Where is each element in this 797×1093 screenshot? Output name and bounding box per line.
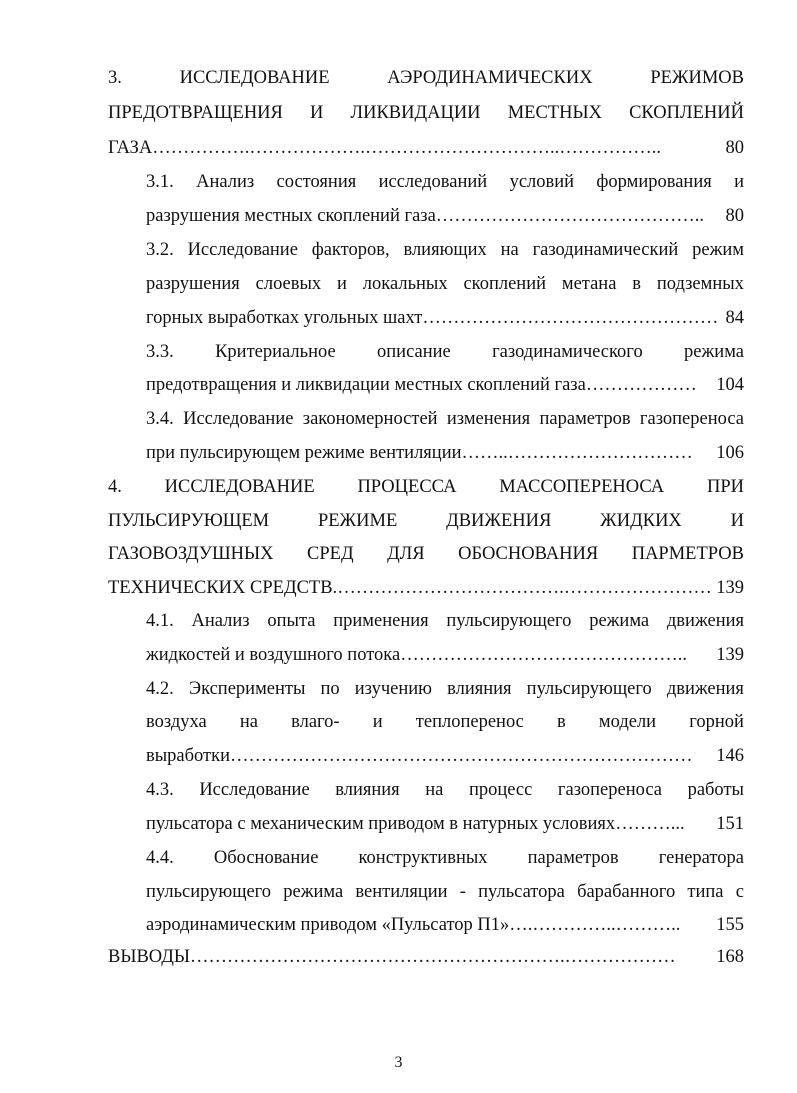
toc-entry-text: разрушения местных скоплений газа xyxy=(146,206,436,226)
toc-page-number: 106 xyxy=(716,443,744,463)
toc-word: 3. xyxy=(108,68,122,88)
toc-word: Исследование xyxy=(187,240,298,260)
toc-word: описание xyxy=(377,342,451,362)
toc-word: ГАЗОВОЗДУШНЫХ xyxy=(108,544,274,564)
toc-word: СКОПЛЕНИЙ xyxy=(629,103,744,123)
toc-word: 4.2. xyxy=(146,679,174,699)
toc-entry-text: жидкостей и воздушного потока xyxy=(146,645,401,665)
toc-word: ОБОСНОВАНИЯ xyxy=(458,544,599,564)
toc-s44-line1 xyxy=(146,846,744,870)
toc-word: ПРЕДОТВРАЩЕНИЯ xyxy=(108,103,283,123)
toc-page-number: 80 xyxy=(725,206,744,226)
toc-s41-line2 xyxy=(146,643,744,667)
toc-word: опыта xyxy=(267,611,316,631)
toc-entry-text: горных выработках угольных шахт xyxy=(146,308,423,328)
toc-leader-dots: ………... xyxy=(615,814,685,834)
toc-entry-text: предотвращения и ликвидации местных скоплений газа xyxy=(146,375,586,395)
toc-word: РЕЖИМОВ xyxy=(650,68,744,88)
toc-word: воздуха xyxy=(146,712,207,732)
toc-word: формирования xyxy=(596,172,712,192)
toc-word: режима xyxy=(589,611,650,631)
toc-word: режим xyxy=(692,240,744,260)
toc-word: Эксперименты xyxy=(188,679,306,699)
toc-s43-line1 xyxy=(146,778,744,802)
toc-word: ДВИЖЕНИЯ xyxy=(446,511,552,531)
toc-word: МЕСТНЫХ xyxy=(507,103,602,123)
toc-word: слоевых xyxy=(255,274,322,294)
toc-page-number: 139 xyxy=(716,578,744,598)
toc-word: 4.3. xyxy=(146,780,174,800)
toc-word: газопереноса xyxy=(557,780,662,800)
toc-s42-line2 xyxy=(146,710,744,734)
toc-s34-line1 xyxy=(146,407,744,431)
toc-leader-dots: ………………………………………………………………… xyxy=(230,746,693,766)
toc-word: подземных xyxy=(656,274,744,294)
toc-word: состояния xyxy=(276,172,357,192)
toc-word: 3.4. xyxy=(146,409,174,429)
toc-word: пульсирующего xyxy=(526,679,652,699)
toc-word: разрушения xyxy=(146,274,240,294)
toc-s31-line1 xyxy=(146,170,744,194)
toc-s41-line1 xyxy=(146,609,744,633)
toc-s42-line3 xyxy=(146,744,744,768)
toc-word: движения xyxy=(666,679,744,699)
toc-leader-dots: …………….……………….…………………………..…………….. xyxy=(152,138,661,158)
toc-word: И xyxy=(310,103,324,123)
toc-s32-line3 xyxy=(146,306,744,330)
toc-word: 4.4. xyxy=(146,848,174,868)
toc-leader-dots: ….…………..……….. xyxy=(509,915,681,935)
toc-word: влияния xyxy=(335,780,400,800)
toc-word: применения xyxy=(333,611,429,631)
toc-word: режима xyxy=(684,342,744,362)
toc-s4-line2 xyxy=(108,509,744,533)
toc-page-number: 80 xyxy=(725,138,744,158)
toc-word: работы xyxy=(687,780,744,800)
toc-word: конструктивных xyxy=(358,848,488,868)
toc-word: ЛИКВИДАЦИИ xyxy=(350,103,481,123)
toc-word: Исследование xyxy=(183,409,294,429)
toc-entry-text: аэродинамическим приводом «Пульсатор П1» xyxy=(146,915,510,935)
toc-word: ЖИДКИХ xyxy=(600,511,682,531)
toc-word: и xyxy=(372,712,383,732)
toc-word: 4. xyxy=(108,477,122,497)
toc-word: 3.2. xyxy=(146,240,174,260)
toc-word: на xyxy=(425,780,444,800)
toc-entry-text: ТЕХНИЧЕСКИХ СРЕДСТВ. xyxy=(108,578,338,598)
toc-word: на xyxy=(500,240,519,260)
toc-word: РЕЖИМЕ xyxy=(317,511,398,531)
toc-word: на xyxy=(239,712,258,732)
toc-entry-text: пульсатора с механическим приводом в натурных условиях xyxy=(146,814,616,834)
toc-word: 3.1. xyxy=(146,172,174,192)
toc-word: и xyxy=(734,172,744,192)
toc-word: СРЕД xyxy=(307,544,354,564)
toc-word: 4.1. xyxy=(146,611,174,631)
toc-word: - xyxy=(459,882,466,902)
toc-word: ПАРМЕТРОВ xyxy=(631,544,744,564)
toc-word: газопереноса xyxy=(639,409,744,429)
toc-entry-text: выработки xyxy=(146,746,231,766)
toc-s33-line1 xyxy=(146,340,744,364)
toc-leader-dots: …………………………………….. xyxy=(435,206,705,226)
toc-page-number: 168 xyxy=(716,947,744,967)
toc-word: режима xyxy=(283,882,344,902)
toc-word: закономерностей xyxy=(302,409,438,429)
toc-word: генератора xyxy=(658,848,744,868)
toc-word: движения xyxy=(666,611,744,631)
toc-word: ИССЛЕДОВАНИЕ xyxy=(164,477,315,497)
toc-word: пульсирующего xyxy=(146,882,272,902)
toc-word: факторов, xyxy=(311,240,390,260)
toc-s32-line2 xyxy=(146,272,744,296)
toc-s44-line2 xyxy=(146,880,744,904)
toc-word: Анализ xyxy=(196,172,255,192)
toc-word: и xyxy=(337,274,347,294)
toc-word: скоплений xyxy=(463,274,547,294)
toc-word: изучению xyxy=(354,679,432,699)
toc-word: пульсатора xyxy=(478,882,565,902)
toc-page-number: 139 xyxy=(716,645,744,665)
toc-s3-line3 xyxy=(108,136,744,160)
toc-word: метана xyxy=(561,274,617,294)
toc-word: изменения xyxy=(446,409,531,429)
toc-word: влияющих xyxy=(403,240,487,260)
toc-s4-line3 xyxy=(108,542,744,566)
toc-word: параметров xyxy=(527,848,619,868)
toc-word: параметров xyxy=(539,409,631,429)
toc-word: Критериальное xyxy=(215,342,336,362)
toc-word: влаго- xyxy=(291,712,340,732)
toc-word: исследований xyxy=(378,172,488,192)
toc-word: ИССЛЕДОВАНИЕ xyxy=(179,68,330,88)
toc-s43-line2 xyxy=(146,812,744,836)
toc-s42-line1 xyxy=(146,677,744,701)
toc-s31-line2 xyxy=(146,204,744,228)
toc-word: с xyxy=(735,882,744,902)
toc-conclusions-line xyxy=(108,945,744,969)
toc-word: Обоснование xyxy=(213,848,319,868)
toc-word: ПУЛЬСИРУЮЩЕМ xyxy=(108,511,270,531)
toc-word: процесс xyxy=(468,780,533,800)
toc-word: АЭРОДИНАМИЧЕСКИХ xyxy=(387,68,593,88)
toc-word: влияния xyxy=(447,679,512,699)
toc-leader-dots: ……………… xyxy=(585,375,697,395)
toc-word: ПРОЦЕССА xyxy=(357,477,457,497)
toc-word: условий xyxy=(509,172,575,192)
toc-leader-dots: ……………………………………….. xyxy=(400,645,687,665)
toc-word: барабанного xyxy=(577,882,676,902)
toc-word: теплоперенос xyxy=(415,712,524,732)
toc-word: модели xyxy=(598,712,657,732)
toc-word: МАССОПЕРЕНОСА xyxy=(499,477,665,497)
toc-word: Исследование xyxy=(199,780,310,800)
toc-word: горной xyxy=(689,712,744,732)
toc-s33-line2 xyxy=(146,373,744,397)
toc-word: Анализ xyxy=(191,611,250,631)
toc-word: И xyxy=(730,511,744,531)
toc-s4-line1 xyxy=(108,475,744,499)
toc-word: вентиляции xyxy=(355,882,448,902)
toc-word: в xyxy=(557,712,566,732)
toc-page-number: 151 xyxy=(716,814,744,834)
toc-page-number: 146 xyxy=(716,746,744,766)
toc-page-number: 155 xyxy=(716,915,744,935)
toc-s4-line4 xyxy=(108,576,744,600)
toc-word: газодинамического xyxy=(492,342,643,362)
toc-s44-line3 xyxy=(146,913,744,937)
toc-word: типа xyxy=(687,882,724,902)
toc-page-number: 104 xyxy=(716,375,744,395)
toc-leader-dots: ………………………………………… xyxy=(422,308,719,328)
toc-s3-line2 xyxy=(108,101,744,125)
toc-leader-dots: …………………………………………………….……………… xyxy=(190,947,676,967)
toc-word: ПРИ xyxy=(706,477,744,497)
toc-word: пульсирующего xyxy=(446,611,572,631)
toc-word: в xyxy=(632,274,642,294)
page-number: 3 xyxy=(394,1054,403,1071)
toc-s32-line1 xyxy=(146,238,744,262)
toc-word: по xyxy=(320,679,340,699)
toc-word: локальных xyxy=(362,274,448,294)
toc-s34-line2 xyxy=(146,441,744,465)
toc-word: ДЛЯ xyxy=(387,544,425,564)
toc-word: 3.3. xyxy=(146,342,174,362)
toc-entry-text: при пульсирующем режиме вентиляции xyxy=(146,443,462,463)
toc-leader-dots: ……………………………….…………………… xyxy=(337,578,712,598)
toc-s3-line1 xyxy=(108,66,744,90)
toc-word: газодинамический xyxy=(532,240,679,260)
toc-leader-dots: ……..………………………… xyxy=(461,443,693,463)
toc-entry-text: ГАЗА xyxy=(108,138,153,158)
toc-page-number: 84 xyxy=(725,308,744,328)
toc-entry-text: ВЫВОДЫ xyxy=(108,947,191,967)
